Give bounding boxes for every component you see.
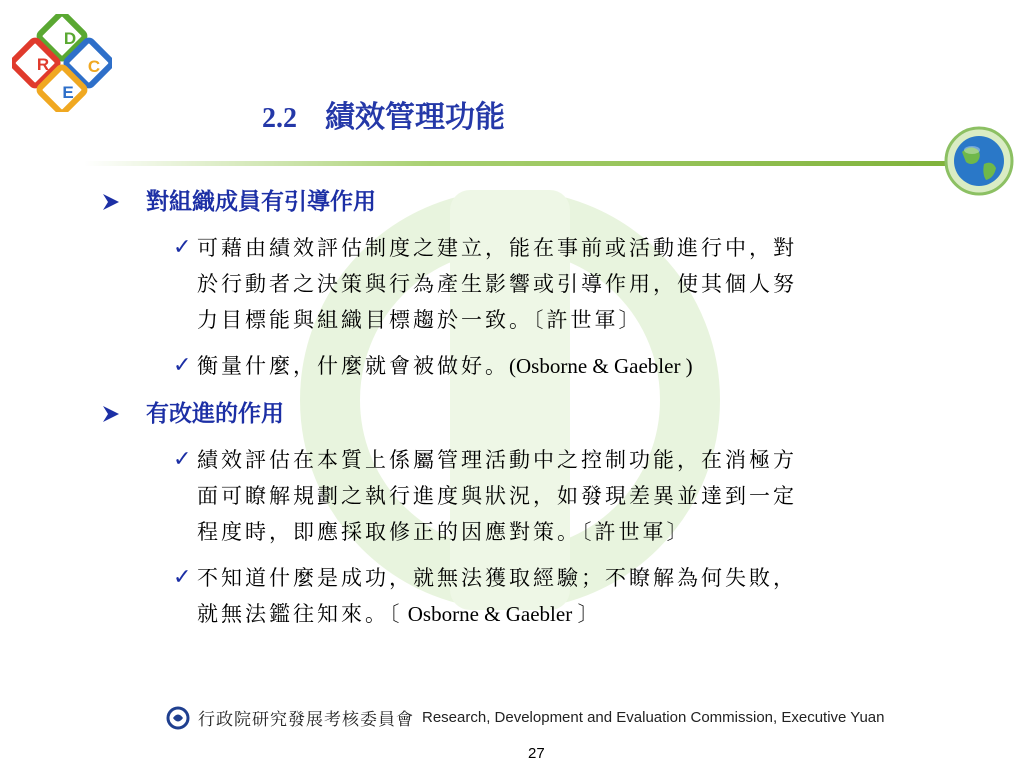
rdec-logo-icon	[12, 14, 112, 112]
list-item	[100, 442, 990, 550]
organization-name-en: Research, Development and Evaluation Commission, Executive Yuan	[422, 709, 885, 726]
list-item	[100, 230, 990, 338]
slide-content	[100, 182, 990, 632]
list-item	[100, 348, 990, 384]
logo-letter-e: E	[62, 83, 74, 102]
footer	[166, 705, 884, 730]
page-number: 27	[528, 745, 545, 762]
item-line-last	[197, 596, 990, 632]
item-text-zh: 衡量什麼，什麼就會被做好。	[197, 354, 509, 378]
checkmark-icon: ✓	[173, 353, 192, 378]
item-line: 不知道什麼是成功，就無法獲取經驗；不瞭解為何失敗，	[197, 566, 797, 590]
title-divider	[84, 161, 954, 166]
checkmark-icon: ✓	[173, 447, 192, 472]
item-line: 面可瞭解規劃之執行進度與狀況，如發現差異並達到一定	[197, 484, 797, 508]
item-line: 於行動者之決策與行為產生影響或引導作用，使其個人努	[197, 272, 797, 296]
section-heading	[100, 394, 990, 434]
item-line: 力目標能與組織目標趨於一致。〔許世軍〕	[197, 308, 643, 332]
title-text: 績效管理功能	[325, 100, 505, 135]
arrow-bullet-icon	[102, 193, 120, 211]
organization-name-zh: 行政院研究發展考核委員會	[198, 710, 414, 730]
logo-letter-c: C	[87, 57, 101, 76]
item-line: 績效評估在本質上係屬管理活動中之控制功能，在消極方	[197, 448, 797, 472]
logo-letter-r: R	[36, 55, 50, 74]
item-line: 可藉由績效評估制度之建立，能在事前或活動進行中，對	[197, 236, 797, 260]
arrow-bullet-icon	[102, 405, 120, 423]
item-citation-close: 〕	[577, 602, 602, 626]
checkmark-icon: ✓	[173, 235, 192, 260]
slide-title	[262, 92, 505, 136]
item-citation: (Osborne & Gaebler )	[509, 354, 693, 378]
rdec-seal-icon	[166, 706, 190, 730]
section-number: 2.2	[262, 103, 297, 134]
section-heading-text: 有改進的作用	[146, 400, 284, 427]
section-heading-text: 對組織成員有引導作用	[146, 188, 376, 215]
item-text-zh: 就無法鑑往知來。〔	[197, 602, 403, 626]
checkmark-icon: ✓	[173, 565, 192, 590]
item-citation: Osborne & Gaebler	[402, 602, 578, 626]
list-item	[100, 560, 990, 632]
item-line: 程度時，即應採取修正的因應對策。〔許世軍〕	[197, 520, 691, 544]
section-heading	[100, 182, 990, 222]
logo-letter-d: D	[63, 29, 77, 48]
